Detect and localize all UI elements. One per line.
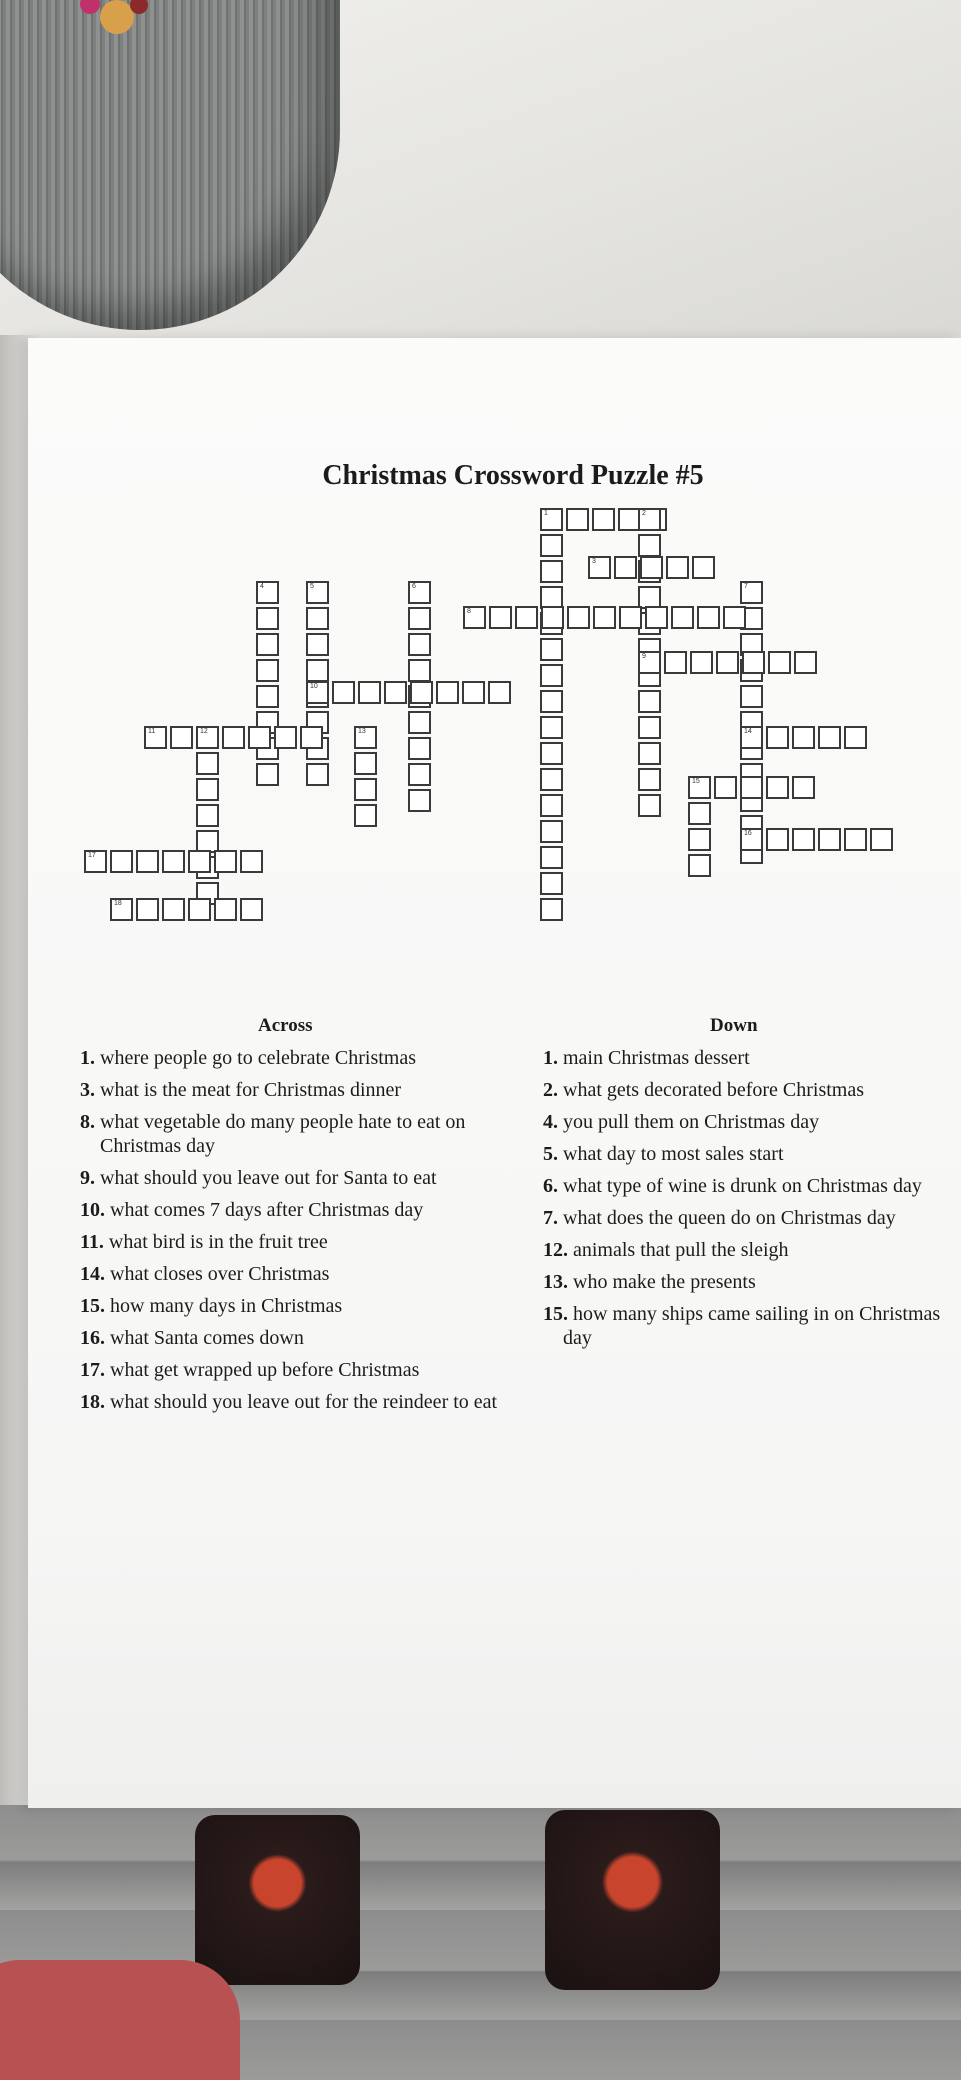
grid-number: 11 [148, 728, 156, 735]
across-clue [80, 1110, 510, 1158]
clue-text: what should you leave out for the reindeer to eat [110, 1391, 498, 1413]
across-clue [80, 1390, 510, 1414]
grid-cell[interactable] [566, 508, 589, 531]
grid-cell[interactable] [540, 638, 563, 661]
grid-cell[interactable] [688, 828, 711, 851]
grid-cell[interactable] [136, 850, 159, 873]
clue-number: 17. [80, 1359, 110, 1381]
grid-cell[interactable] [358, 681, 381, 704]
grid-cell[interactable] [136, 898, 159, 921]
grid-number: 15 [692, 778, 700, 785]
grid-cell[interactable] [540, 716, 563, 739]
grid-cell[interactable] [240, 898, 263, 921]
down-clue [543, 1270, 961, 1294]
across-clue [80, 1046, 510, 1070]
grid-cell[interactable] [740, 726, 763, 749]
across-clue [80, 1326, 510, 1350]
down-clue [543, 1174, 961, 1198]
across-clue [80, 1358, 510, 1382]
across-heading: Across [258, 1015, 313, 1036]
down-clue-list [543, 1046, 961, 1358]
grid-cell[interactable] [306, 581, 329, 604]
grid-cell[interactable] [540, 820, 563, 843]
clue-number: 16. [80, 1327, 110, 1349]
grid-cell[interactable] [408, 711, 431, 734]
grid-cell[interactable] [248, 726, 271, 749]
grid-cell[interactable] [256, 581, 279, 604]
clue-text: where people go to celebrate Christmas [100, 1047, 416, 1069]
grid-cell[interactable] [540, 560, 563, 583]
grid-cell[interactable] [870, 828, 893, 851]
grid-cell[interactable] [84, 850, 107, 873]
grid-cell[interactable] [740, 685, 763, 708]
across-clue [80, 1166, 510, 1190]
grid-cell[interactable] [196, 726, 219, 749]
grid-number: 12 [200, 728, 208, 735]
grid-cell[interactable] [300, 726, 323, 749]
grid-cell[interactable] [354, 804, 377, 827]
grid-cell[interactable] [256, 633, 279, 656]
grid-cell[interactable] [188, 898, 211, 921]
grid-cell[interactable] [196, 778, 219, 801]
clue-text: how many days in Christmas [110, 1295, 343, 1317]
grid-cell[interactable] [766, 726, 789, 749]
grid-number: 18 [114, 900, 122, 907]
clue-text: main Christmas dessert [563, 1047, 750, 1069]
grid-number: 6 [412, 583, 416, 590]
grid-cell[interactable] [740, 776, 763, 799]
grid-cell[interactable] [162, 898, 185, 921]
grid-number: 7 [744, 583, 748, 590]
grid-cell[interactable] [274, 726, 297, 749]
grid-number: 5 [310, 583, 314, 590]
grid-number: 4 [260, 583, 264, 590]
grid-number: 2 [642, 510, 646, 517]
grid-cell[interactable] [306, 633, 329, 656]
grid-cell[interactable] [306, 607, 329, 630]
grid-number: 1 [544, 510, 548, 517]
clue-number: 9. [80, 1167, 100, 1189]
grid-cell[interactable] [110, 898, 133, 921]
grid-cell[interactable] [723, 606, 746, 629]
grid-cell[interactable] [540, 534, 563, 557]
down-clue [543, 1206, 961, 1230]
grid-cell[interactable] [144, 726, 167, 749]
clue-number: 18. [80, 1391, 110, 1413]
grid-cell[interactable] [740, 581, 763, 604]
puzzle-page [28, 338, 961, 1808]
clue-number: 7. [543, 1207, 563, 1229]
grid-cell[interactable] [408, 607, 431, 630]
grid-cell[interactable] [666, 556, 689, 579]
grid-cell[interactable] [671, 606, 694, 629]
grid-cell[interactable] [256, 685, 279, 708]
grid-cell[interactable] [540, 898, 563, 921]
down-clue [543, 1110, 961, 1134]
grid-cell[interactable] [638, 742, 661, 765]
grid-number: 14 [744, 728, 752, 735]
grid-cell[interactable] [640, 556, 663, 579]
grid-cell[interactable] [766, 828, 789, 851]
grid-cell[interactable] [619, 606, 642, 629]
clue-text: you pull them on Christmas day [563, 1111, 820, 1133]
grid-cell[interactable] [214, 850, 237, 873]
grid-cell[interactable] [354, 726, 377, 749]
clue-text: how many ships came sailing in on Christmas day [563, 1303, 941, 1349]
grid-cell[interactable] [462, 681, 485, 704]
grid-cell[interactable] [638, 690, 661, 713]
grid-cell[interactable] [540, 768, 563, 791]
clue-number: 5. [543, 1143, 563, 1165]
across-clue-list [80, 1046, 510, 1422]
grid-cell[interactable] [688, 854, 711, 877]
grid-cell[interactable] [306, 763, 329, 786]
grid-cell[interactable] [688, 776, 711, 799]
grid-cell[interactable] [697, 606, 720, 629]
grid-cell[interactable] [354, 752, 377, 775]
clue-text: what does the queen do on Christmas day [563, 1207, 896, 1229]
down-heading: Down [710, 1015, 758, 1036]
grid-cell[interactable] [844, 828, 867, 851]
grid-cell[interactable] [766, 776, 789, 799]
clue-text: what comes 7 days after Christmas day [110, 1199, 424, 1221]
grid-cell[interactable] [540, 690, 563, 713]
left-sandal [195, 1815, 360, 1985]
down-clue [543, 1046, 961, 1070]
grid-cell[interactable] [540, 664, 563, 687]
clue-text: what vegetable do many people hate to eat on Christmas day [100, 1111, 466, 1157]
grid-cell[interactable] [540, 846, 563, 869]
across-clue [80, 1230, 510, 1254]
grid-cell[interactable] [692, 556, 715, 579]
grid-number: 3 [592, 558, 596, 565]
down-clue [543, 1302, 961, 1350]
grid-cell[interactable] [332, 681, 355, 704]
clue-number: 12. [543, 1239, 573, 1261]
grid-cell[interactable] [638, 768, 661, 791]
grid-number: 9 [642, 653, 646, 660]
grid-cell[interactable] [188, 850, 211, 873]
grid-cell[interactable] [196, 752, 219, 775]
grid-cell[interactable] [408, 737, 431, 760]
across-clue [80, 1294, 510, 1318]
clue-text: what bird is in the fruit tree [108, 1231, 328, 1253]
grid-cell[interactable] [354, 778, 377, 801]
grid-cell[interactable] [162, 850, 185, 873]
clue-number: 13. [543, 1271, 573, 1293]
grid-cell[interactable] [170, 726, 193, 749]
crossword-grid [28, 338, 961, 1038]
grid-cell[interactable] [742, 651, 765, 674]
grid-cell[interactable] [818, 726, 841, 749]
grid-number: 10 [310, 683, 318, 690]
grid-cell[interactable] [592, 508, 615, 531]
grid-cell[interactable] [436, 681, 459, 704]
grid-cell[interactable] [463, 606, 486, 629]
grid-cell[interactable] [716, 651, 739, 674]
grid-cell[interactable] [488, 681, 511, 704]
grid-cell[interactable] [664, 651, 687, 674]
grid-cell[interactable] [645, 606, 668, 629]
bead [100, 0, 134, 34]
clue-text: animals that pull the sleigh [573, 1239, 789, 1261]
grid-cell[interactable] [222, 726, 245, 749]
grid-cell[interactable] [588, 556, 611, 579]
grid-number: 16 [744, 830, 752, 837]
grid-cell[interactable] [110, 850, 133, 873]
grid-number: 8 [467, 608, 471, 615]
across-clue [80, 1262, 510, 1286]
down-clue [543, 1078, 961, 1102]
grid-cell[interactable] [196, 804, 219, 827]
across-clue [80, 1078, 510, 1102]
clue-number: 15. [80, 1295, 110, 1317]
clue-number: 3. [80, 1079, 100, 1101]
grid-cell[interactable] [240, 850, 263, 873]
grid-cell[interactable] [515, 606, 538, 629]
grid-cell[interactable] [410, 681, 433, 704]
across-clue [80, 1198, 510, 1222]
clue-text: what Santa comes down [110, 1327, 304, 1349]
grid-cell[interactable] [792, 828, 815, 851]
grid-cell[interactable] [768, 651, 791, 674]
grid-cell[interactable] [408, 659, 431, 682]
grid-number: 17 [88, 852, 96, 859]
grid-cell[interactable] [489, 606, 512, 629]
grid-cell[interactable] [384, 681, 407, 704]
clue-number: 8. [80, 1111, 100, 1133]
clue-number: 1. [543, 1047, 563, 1069]
clue-text: what closes over Christmas [110, 1263, 330, 1285]
clue-number: 1. [80, 1047, 100, 1069]
grid-cell[interactable] [714, 776, 737, 799]
grid-cell[interactable] [792, 726, 815, 749]
right-sandal [545, 1810, 720, 1990]
grid-cell[interactable] [794, 651, 817, 674]
grid-cell[interactable] [256, 607, 279, 630]
red-sleeve [0, 1960, 240, 2080]
down-clue [543, 1238, 961, 1262]
grid-cell[interactable] [256, 659, 279, 682]
grid-cell[interactable] [593, 606, 616, 629]
clue-number: 6. [543, 1175, 563, 1197]
grid-cell[interactable] [740, 828, 763, 851]
grid-cell[interactable] [408, 633, 431, 656]
grid-cell[interactable] [567, 606, 590, 629]
grid-cell[interactable] [844, 726, 867, 749]
grid-cell[interactable] [638, 508, 661, 531]
clue-number: 11. [80, 1231, 109, 1253]
clue-number: 10. [80, 1199, 110, 1221]
grid-cell[interactable] [638, 534, 661, 557]
grid-cell[interactable] [638, 716, 661, 739]
clue-number: 15. [543, 1303, 573, 1325]
grid-number: 13 [358, 728, 366, 735]
grid-cell[interactable] [690, 651, 713, 674]
clue-number: 2. [543, 1079, 563, 1101]
grid-cell[interactable] [614, 556, 637, 579]
clue-text: what should you leave out for Santa to eat [100, 1167, 437, 1189]
grid-cell[interactable] [540, 508, 563, 531]
puzzle-title: Christmas Crossword Puzzle #5 [322, 460, 704, 491]
clue-text: what gets decorated before Christmas [563, 1079, 865, 1101]
clue-text: what day to most sales start [563, 1143, 784, 1165]
grid-cell[interactable] [541, 606, 564, 629]
grid-cell[interactable] [540, 742, 563, 765]
down-clue [543, 1142, 961, 1166]
grid-cell[interactable] [306, 681, 329, 704]
clue-text: what is the meat for Christmas dinner [100, 1079, 402, 1101]
grid-cell[interactable] [540, 794, 563, 817]
clue-text: who make the presents [573, 1271, 756, 1293]
grid-cell[interactable] [306, 659, 329, 682]
grid-cell[interactable] [408, 789, 431, 812]
grid-cell[interactable] [214, 898, 237, 921]
clue-text: what get wrapped up before Christmas [110, 1359, 420, 1381]
grid-cell[interactable] [638, 794, 661, 817]
clue-number: 4. [543, 1111, 563, 1133]
grid-cell[interactable] [818, 828, 841, 851]
grid-cell[interactable] [792, 776, 815, 799]
grid-cell[interactable] [638, 651, 661, 674]
clue-number: 14. [80, 1263, 110, 1285]
grid-cell[interactable] [408, 763, 431, 786]
clue-text: what type of wine is drunk on Christmas day [563, 1175, 922, 1197]
grid-cell[interactable] [256, 763, 279, 786]
grid-cell[interactable] [688, 802, 711, 825]
grid-cell[interactable] [408, 581, 431, 604]
grid-cell[interactable] [540, 872, 563, 895]
